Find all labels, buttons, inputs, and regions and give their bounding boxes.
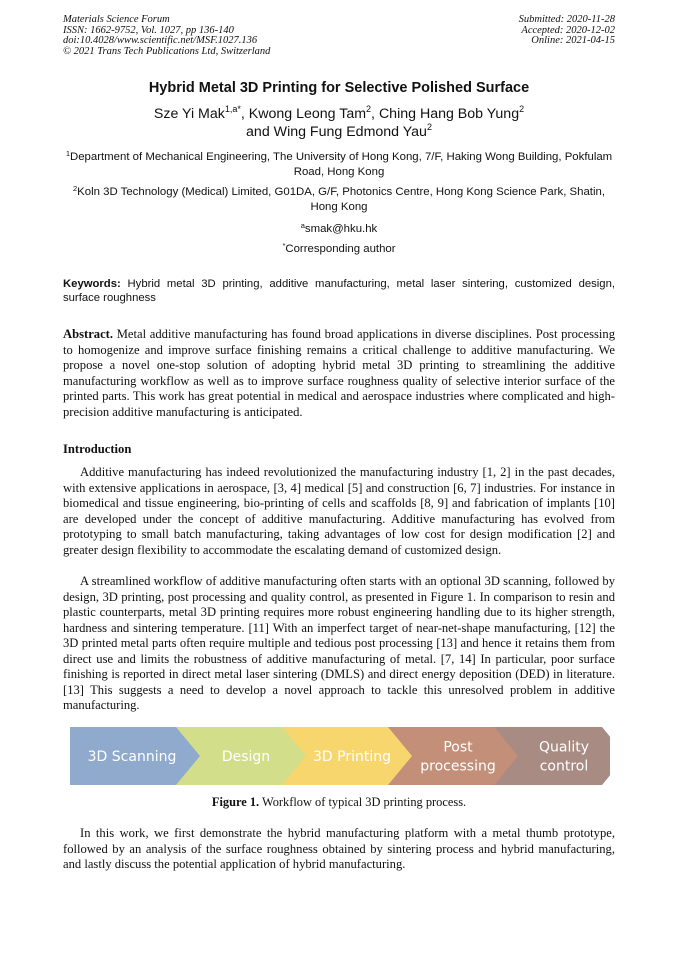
keywords-block xyxy=(63,277,615,305)
corresponding-note xyxy=(63,242,615,257)
affiliation-text: Koln 3D Technology (Medical) Limited, G01DA, G/F, Photonics Centre, Hong Kong Science Park, Shatin, Hong Kong xyxy=(77,186,605,213)
keywords-text: Hybrid metal 3D printing, additive manufacturing, metal laser sintering, customized design, surface roughness xyxy=(63,278,616,304)
author-list: Sze Yi Mak$^{1,a*}$, Kwong Leong Tam$^2$, Ching Hang Bob Yung$^2$ and Wing Fung Edmond Yau$^2$ xyxy=(153,104,525,140)
email-text: smak@hku.hk xyxy=(304,223,378,235)
accepted-date: Accepted: 2020-12-02 xyxy=(521,24,615,36)
affiliation-sup: 2 xyxy=(73,184,78,193)
author-sup: 1,a* xyxy=(224,104,241,114)
author-conjunction: and xyxy=(246,124,270,140)
author-sup: 2 xyxy=(426,122,432,132)
figure-label: Figure 1. xyxy=(211,795,260,809)
abstract-label: Abstract. xyxy=(63,327,114,341)
corresponding-text: Corresponding author xyxy=(285,243,396,255)
affiliation-sup: 1 xyxy=(65,149,70,158)
corresponding-sup: * xyxy=(282,241,286,250)
affiliation-2 xyxy=(63,185,615,214)
body-paragraph-3: In this work, we first demonstrate the hybrid manufacturing platform with a metal thumb prototype, followed by an analysis of the surface roughness obtained by sintering process and hybrid manufacturing, and lastly discuss the potential application of hybrid manufacturing. xyxy=(63,826,615,871)
workflow-figure xyxy=(70,727,610,785)
journal-info xyxy=(63,15,270,57)
journal-name: Materials Science Forum xyxy=(63,14,170,25)
author-sup: 2 xyxy=(519,104,525,114)
dates-info xyxy=(519,15,615,47)
submitted-date: Submitted: 2020-11-28 xyxy=(518,14,615,25)
workflow-step-label: 3D Scanning xyxy=(87,749,177,765)
online-date: Online: 2021-04-15 xyxy=(531,35,615,46)
workflow-step-label: control xyxy=(539,758,589,775)
figure-caption xyxy=(0,795,678,810)
copyright-line: © 2021 Trans Tech Publications Ltd, Switzerland xyxy=(63,45,271,57)
keywords-label: Keywords: xyxy=(63,278,121,290)
figure-caption-text: Workflow of typical 3D printing process. xyxy=(262,795,467,809)
issn-line: ISSN: 1662-9752, Vol. 1027, pp 136-140 xyxy=(63,24,234,36)
intro-paragraph-2: A streamlined workflow of additive manufacturing often starts with an optional 3D scanning, followed by design, 3D printing, post processing and quality control, as presented in Figure 1. In comparison to resin and plastic counterparts, metal 3D printing requires more robust engineering handling due to its higher strength, hardness and sintering temperature. [11] With an imperfect target of near-net-shape manufacturing, [12] the 3D printed metal parts often require multiple and tedious post processing [13] and hence it retains them from direct use and limits the robustness of additive manufacturing of metal. [7, 14] In particular, poor surface finishing is reported in direct metal laser sintering (DMLS) and direct energy deposition (DED) in literature. [13] This suggests a need to develop a novel approach to tackle this unresolved problem in additive manufacturing. xyxy=(63,574,615,712)
intro-paragraph-1: Additive manufacturing has indeed revolutionized the manufacturing industry [1, 2] in the past decades, with extensive applications in aerospace, [3, 4] medical [5] and construction [6, 7] industries. For instance in biomedical and tissue engineering, bio-printing of cells and scaffolds [8, 9] and fabrication of implants [10] are developed under the concept of additive manufacturing. Additive manufacturing has evolved from prototyping to small batch manufacturing, taking advantages of low cost for design modification [2] and greater design flexibility to accommodate the escalating demand of customized design. xyxy=(63,465,615,557)
workflow-step-label: Post xyxy=(443,739,473,756)
doi-line: doi:10.4028/www.scientific.net/MSF.1027.136 xyxy=(63,35,258,46)
affiliation-text: Department of Mechanical Engineering, The University of Hong Kong, 7/F, Haking Wong Building, Pokfulam Road, Hong Kong xyxy=(69,151,613,178)
author-name: Sze Yi Mak xyxy=(153,106,225,122)
paper-title: Hybrid Metal 3D Printing for Selective Polished Surface xyxy=(148,80,530,96)
author-name: Kwong Leong Tam xyxy=(248,106,367,122)
email-line xyxy=(63,222,615,237)
workflow-step-label: Quality xyxy=(538,739,590,756)
workflow-diagram xyxy=(70,727,610,785)
author-sup: 2 xyxy=(366,104,372,114)
workflow-step-label: Design xyxy=(221,749,271,765)
workflow-step-label: processing xyxy=(420,758,496,775)
author-name: Ching Hang Bob Yung xyxy=(378,106,520,122)
author-name: Wing Fung Edmond Yau xyxy=(273,124,427,140)
email-sup: a xyxy=(300,221,305,230)
affiliation-1 xyxy=(63,150,615,179)
abstract-text: Metal additive manufacturing has found broad applications in diverse disciplines. Post processing to homogenize and improve surface finishing remains a critical challenge to additive manufacturing. We propose a novel one-stop solution of adopting hybrid metal 3D printing to streamlining the additive manufacturing workflow as well as to improve surface roughness quality of selective interior surface of the printed parts. This work has great potential in medical and aerospace industries where complicated and high-precision additive manufacturing is anticipated. xyxy=(63,327,615,419)
workflow-step-label: 3D Printing xyxy=(313,749,391,765)
abstract-block xyxy=(63,327,615,420)
section-heading: Introduction xyxy=(63,442,132,456)
